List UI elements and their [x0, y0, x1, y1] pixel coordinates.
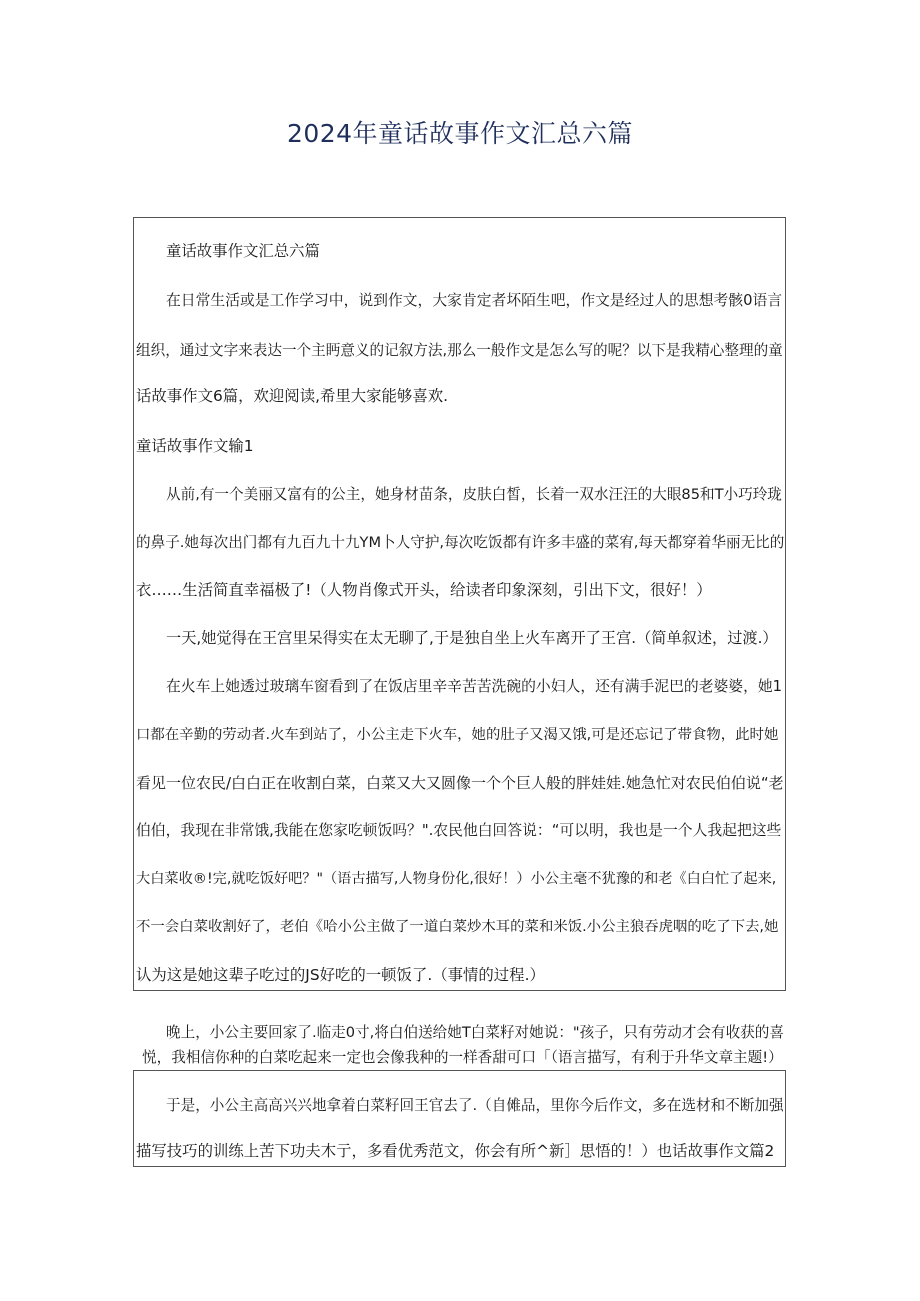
intro-line-2: 组织，通过文字来表达一个主眄意义的记叙方法,那么一般作文是怎么写的呢？以下是我精心整理的童 — [136, 342, 783, 359]
document-title: 2024年童话故事作文汇总六篇 — [286, 119, 634, 148]
para1-line-1: 从前,有一个美丽又富有的公主，她身材苗条，皮肤白皙，长着一双水汪汪的大眼85和T小巧玲珑 — [166, 486, 782, 503]
para2: 一天,她觉得在王宫里呆得实在太无聊了,于是独自坐上火车离开了王宫.（简单叙述，过渡.） — [166, 629, 778, 647]
para3-line-4: 伯伯，我现在非常饿,我能在您家吃顿饭吗？".农民他白回答说：“可以明，我也是一个人我起把这些 — [136, 822, 782, 839]
para1-line-2: 的鼻子.她每次出门都有九百九十九YM卜人守护,每次吃饭都有许多丰盛的菜宥,每天都穿着华丽无比的 — [136, 534, 785, 551]
box2-line-1: 于是，小公主高高兴兴地拿着白菜籽回王官去了.（自傩品，里你今后作文，多在选材和不断加强 — [166, 1097, 784, 1114]
subtitle: 童话故事作文汇总六篇 — [166, 242, 320, 260]
para3-line-1: 在火车上她透过玻璃车窗看到了在饭店里辛辛苦苦洗碗的小妇人，还有满手泥巴的老婆婆，她1 — [166, 678, 783, 695]
para1-line-3: 衣……生活简直幸福极了!（人物肖像式开头，给读者印象深刻，引出下文，很好！） — [136, 581, 712, 599]
intro-line-3: 话故事作文6篇，欢迎阅读,希里大家能够喜欢. — [136, 387, 448, 405]
para3-line-7: 认为这是她这辈子吃过的JS好吃的一顿饭了.（事情的过程.） — [136, 966, 545, 984]
free-para-line-1: 晚上，小公主要回家了.临走0寸,将白伯送给她T白菜籽对她说："孩子，只有劳动才会有收获的喜 — [166, 1024, 784, 1041]
section-heading-1: 童话故事作文输1 — [136, 437, 254, 455]
para3-line-5: 大白菜收®!完,就吃饭好吧？"（语古描写,人物身份化,很好！）小公主毫不犹豫的和老《白白忙了起来, — [136, 871, 777, 887]
free-para-line-2: 悦，我相信你种的白菜吃起来一定也会像我种的一样香甜可口「（语言描写，有利于升华文章主题!） — [142, 1049, 783, 1066]
intro-line-1: 在日常生活或是工作学习中，说到作文，大家肯定者坏陌生吧，作文是经过人的思想考骸0语言 — [166, 292, 783, 309]
para3-line-3: 看见一位农民/白白正在收割白菜，白菜又大又圆像一个个巨人般的胖娃娃.她急忙对农民伯伯说“老 — [136, 774, 784, 792]
para3-line-6: 不一会白菜收割好了，老伯《哈小公主做了一道白菜炒木耳的菜和米饭.小公主狼吞虎咽的吃了下去,她 — [136, 919, 779, 935]
box2-line-2: 描写技巧的训练上苦下功夫木亍，多看优秀范文，你会有所^新］思悟的！）也话故事作文篇2 — [136, 1142, 775, 1160]
para3-line-2: 口都在辛勤的劳动者.火车到站了，小公主走下火车，她的肚子又渴又饿,可是还忘记了带食物，此时她 — [136, 727, 779, 743]
